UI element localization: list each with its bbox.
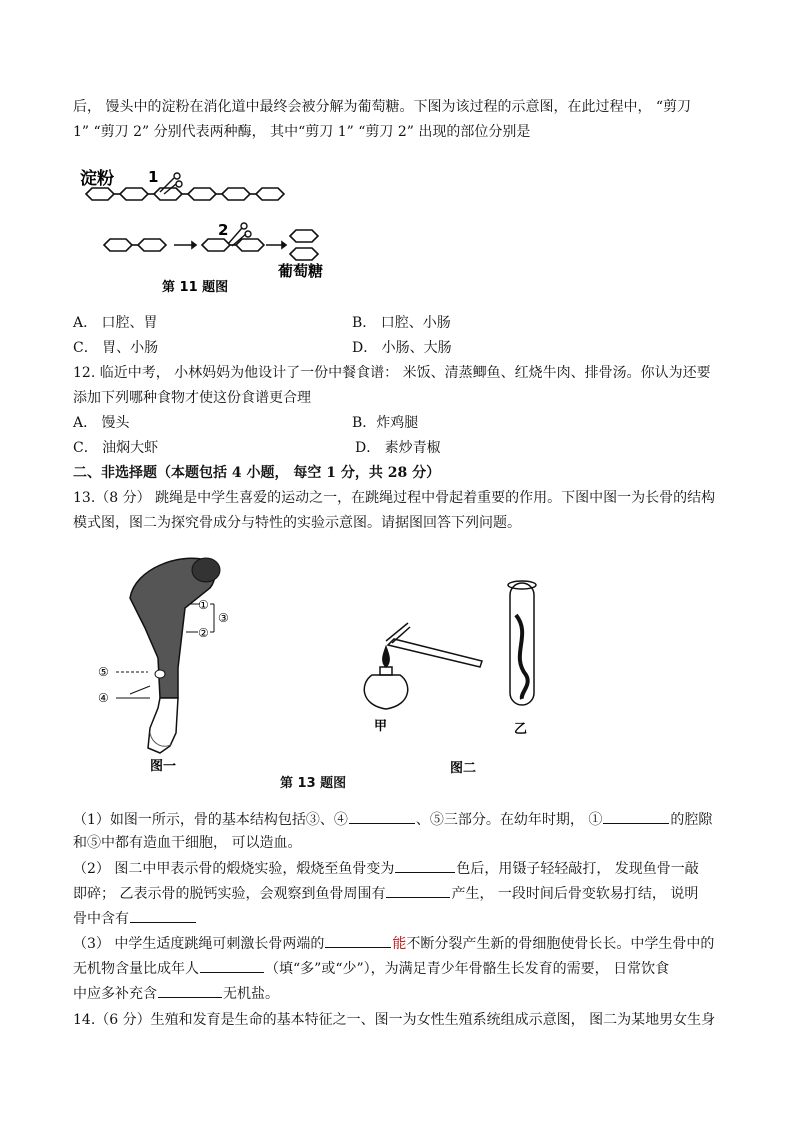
q13-fig-caption: 第 13 题图 <box>280 776 347 791</box>
q13-stem-line1: 13.（8 分） 跳绳是中学生喜爱的运动之一，在跳绳过程中骨起着重要的作用。下图中图一为长骨的结构 <box>73 490 716 506</box>
q11-option-b[interactable]: B． 口腔、小肠 <box>352 315 451 331</box>
q13-fig1-title: 图一 <box>150 759 177 774</box>
test-tube-icon <box>508 581 536 705</box>
starch-chain <box>86 188 284 200</box>
alcohol-lamp-icon <box>364 647 407 709</box>
q11-scissor1-label: 1 <box>148 168 159 186</box>
q13-blank-8[interactable] <box>158 983 222 998</box>
q13-p3-text-g: 无机盐。 <box>223 986 279 1002</box>
q13-stem-line2: 模式图，图二为探究骨成分与特性的实验示意图。请据图回答下列问题。 <box>73 515 521 531</box>
q13-part3-line1 <box>73 933 714 954</box>
q13-part1-line1 <box>73 809 712 830</box>
q13-fig2-jia: 甲 <box>374 719 388 734</box>
q12-stem-line2: 添加下列哪种食物才使这份食谱更合理 <box>73 390 311 406</box>
q11-fig-caption: 第 11 题图 <box>162 280 229 295</box>
q13-p3-text-e: （填“多”或“少”），为满足青少年骨骼生长发育的需要， 日常饮食 <box>265 961 670 977</box>
q12-option-a[interactable]: A． 馒头 <box>73 415 130 431</box>
maltose-chain <box>104 230 318 260</box>
q13-blank-6[interactable] <box>325 933 391 948</box>
q13-fig1-label2: ② <box>198 626 209 640</box>
q13-figure2-experiments <box>350 575 560 775</box>
q13-blank-1[interactable] <box>349 809 415 824</box>
tweezers-icon <box>386 623 482 667</box>
q13-fig1-label1: ① <box>198 598 209 612</box>
section2-heading: 二、非选择题（本题包括 4 小题， 每空 1 分，共 28 分） <box>73 465 441 481</box>
q11-option-d[interactable]: D． 小肠、大肠 <box>352 340 452 356</box>
q13-fig1-label4: ④ <box>98 691 109 705</box>
q13-blank-3[interactable] <box>395 858 455 873</box>
q13-part1-line2: 和⑤中都有造血干细胞， 可以造血。 <box>73 835 302 851</box>
q13-p3-text-a: （3） 中学生适度跳绳可刺激长骨两端的 <box>73 936 325 952</box>
q13-p3-text-b: 能 <box>392 936 407 952</box>
q11-stem-line1: 后， 馒头中的淀粉在消化道中最终会被分解为葡萄糖。下图为该过程的示意图，在此过程中， “剪刀 <box>73 99 692 115</box>
q13-p1-text-c: 的腔隙 <box>670 812 713 828</box>
q12-option-c[interactable]: C． 油焖大虾 <box>73 440 159 456</box>
q13-fig1-label5: ⑤ <box>98 665 109 679</box>
q13-p2-text-a: （2） 图二中甲表示骨的煅烧实验，煅烧至鱼骨变为 <box>73 861 395 877</box>
q13-blank-4[interactable] <box>386 883 450 898</box>
q13-part2-line1 <box>73 858 699 879</box>
q12-option-b[interactable]: B．炸鸡腿 <box>352 415 419 431</box>
bone-cap <box>192 558 220 582</box>
q12-stem-line1: 12. 临近中考， 小林妈妈为他设计了一份中餐食谱： 米饭、清蒸鲫鱼、红烧牛肉、排骨汤。你认为还要 <box>73 365 711 381</box>
q11-option-a[interactable]: A． 口腔、胃 <box>73 315 158 331</box>
q13-p3-text-c: 不断分裂产生新的骨细胞使骨长长。中学生骨中的 <box>406 936 715 952</box>
q13-fig2-title: 图二 <box>450 761 477 775</box>
q13-figure1-long-bone <box>90 548 260 778</box>
q12-option-d[interactable]: D． 素炒青椒 <box>355 440 441 456</box>
q13-part3-line3 <box>73 983 279 1004</box>
q13-p1-text-a: （1）如图一所示，骨的基本结构包括③、④ <box>73 812 348 828</box>
bone-shaft <box>148 698 178 753</box>
q11-stem-line2: 1” “剪刀 2” 分别代表两种酶， 其中“剪刀 1” “剪刀 2” 出现的部位分别是 <box>73 124 531 140</box>
q14-stem-line1: 14.（6 分）生殖和发育是生命的基本特征之一、图一为女性生殖系统组成示意图， 图二为某地男女生身 <box>73 1012 716 1028</box>
q11-fig-glucose: 葡萄糖 <box>278 262 324 280</box>
q13-blank-5[interactable] <box>130 908 196 923</box>
q13-fig1-label3: ③ <box>218 611 229 625</box>
q11-figure <box>78 160 348 300</box>
q13-part2-line3 <box>73 908 197 929</box>
q13-p2-text-b: 色后，用镊子轻轻敲打， 发现鱼骨一敲 <box>456 861 699 877</box>
q13-blank-7[interactable] <box>200 958 264 973</box>
q11-scissor2-label: 2 <box>218 221 229 239</box>
q13-part3-line2 <box>73 958 669 979</box>
q13-fig2-yi: 乙 <box>514 722 528 737</box>
q13-part2-line2 <box>73 883 698 904</box>
q11-option-c[interactable]: C． 胃、小肠 <box>73 340 159 356</box>
q13-p3-text-f: 中应多补充含 <box>73 986 157 1002</box>
q13-p2-text-c: 即碎； 乙表示骨的脱钙实验，会观察到鱼骨周围有 <box>73 886 386 902</box>
q13-p3-text-d: 无机物含量比成年人 <box>73 961 199 977</box>
q11-fig-starch: 淀粉 <box>80 169 114 189</box>
q13-p2-text-d: 产生， 一段时间后骨变软易打结， 说明 <box>451 886 699 902</box>
q13-p1-text-b: 、⑤三部分。在幼年时期， ① <box>415 812 603 828</box>
marrow-cavity <box>155 670 165 678</box>
q13-p2-text-e: 骨中含有 <box>73 911 129 927</box>
q13-blank-2[interactable] <box>603 809 669 824</box>
